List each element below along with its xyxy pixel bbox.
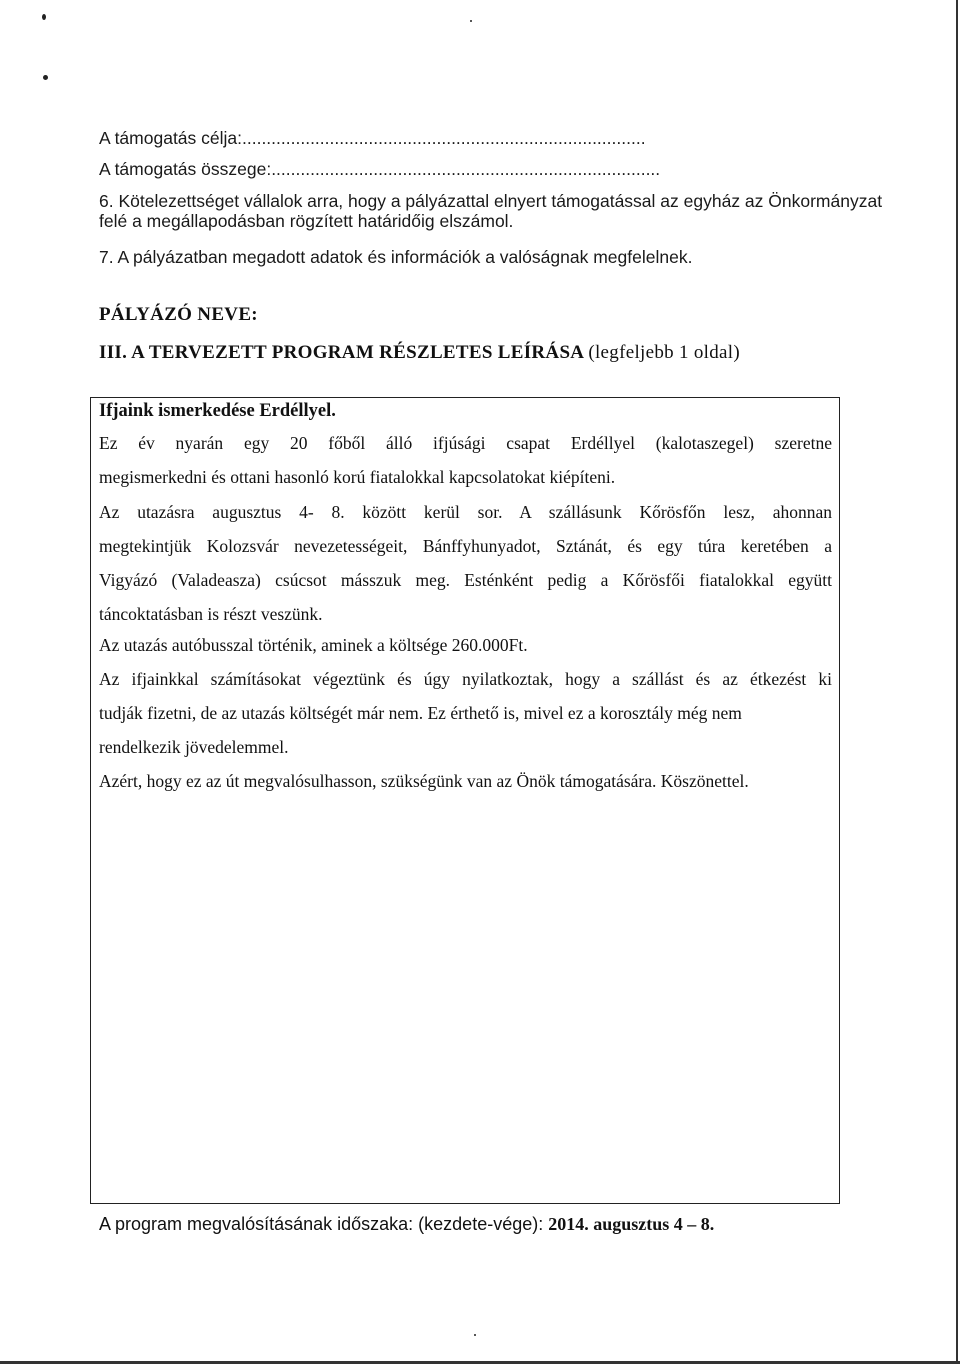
scan-speck: [470, 20, 472, 22]
paragraph-4: [99, 662, 832, 764]
paragraph-4-line-2: tudják fizetni, de az utazás költségét már nem. Ez érthető is, mivel ez a korosztály még nem: [99, 703, 742, 723]
declaration-item-6-line1: 6. Kötelezettséget vállalok arra, hogy a pályázattal elnyert támogatással az egyház az Önkormányzat: [99, 191, 883, 211]
program-period-value: 2014. augusztus 4 – 8.: [548, 1214, 715, 1234]
funding-goal-line: A támogatás célja:...................................................................................: [99, 128, 646, 148]
paragraph-1-line-2: megismerkedni és ottani hasonló korú fiatalokkal kapcsolatokat kiépíteni.: [99, 467, 616, 487]
section-3-length-note: (legfeljebb 1 oldal): [588, 342, 740, 363]
declaration-item-7: 7. A pályázatban megadott adatok és információk a valóságnak megfelelnek.: [99, 247, 693, 267]
section-3-title: III. A TERVEZETT PROGRAM RÉSZLETES LEÍRÁSA: [99, 342, 584, 363]
paragraph-2-line-2: megtekintjük Kolozsvár nevezetességeit, Bánffyhunyadot, Sztánát, és egy túra keretében a: [99, 536, 832, 556]
program-period-label: A program megvalósításának időszaka: (kezdete-vége):: [99, 1214, 549, 1234]
program-title: Ifjaink ismerkedése Erdéllyel.: [99, 401, 336, 421]
paragraph-2-line-1: Az utazásra augusztus 4- 8. között kerül sor. A szállásunk Kőrösfőn lesz, ahonnan: [99, 502, 832, 522]
declaration-item-6-line2: felé a megállapodásban rögzített határidőig elszámol.: [99, 211, 514, 231]
paragraph-3-line-1: Az utazás autóbusszal történik, aminek a költsége 260.000Ft.: [99, 635, 528, 655]
paragraph-4-line-1: Az ifjainkkal számításokat végeztünk és úgy nyilatkoztak, hogy a szállást és az étkezést ki: [99, 669, 832, 689]
paragraph-5-line-1: Azért, hogy ez az út megvalósulhasson, szükségünk van az Önök támogatására. Köszönettel.: [99, 771, 749, 791]
paragraph-2-line-4: táncoktatásban is részt veszünk.: [99, 604, 323, 624]
paragraph-1: [99, 426, 832, 494]
scan-speck: [43, 75, 48, 80]
applicant-name-label: PÁLYÁZÓ NEVE:: [99, 304, 258, 325]
paragraph-1-line-1: Ez év nyarán egy 20 főből álló ifjúsági csapat Erdéllyel (kalotaszegel) szeretne: [99, 433, 832, 453]
section-3-heading: [99, 342, 740, 364]
scan-edge-right: [956, 0, 958, 1364]
program-period: [99, 1214, 714, 1235]
scan-speck: [42, 14, 46, 20]
paragraph-3: [99, 628, 832, 662]
paragraph-2-line-3: Vigyázó (Valadeasza) csúcsot másszuk meg. Esténként pedig a Kőrösfői fiatalokkal együtt: [99, 570, 832, 590]
scan-speck: [474, 1334, 476, 1336]
paragraph-5: [99, 764, 832, 798]
paragraph-2: [99, 495, 832, 631]
paragraph-4-line-3: rendelkezik jövedelemmel.: [99, 737, 289, 757]
funding-amount-line: A támogatás összege:................................................................................: [99, 159, 661, 179]
